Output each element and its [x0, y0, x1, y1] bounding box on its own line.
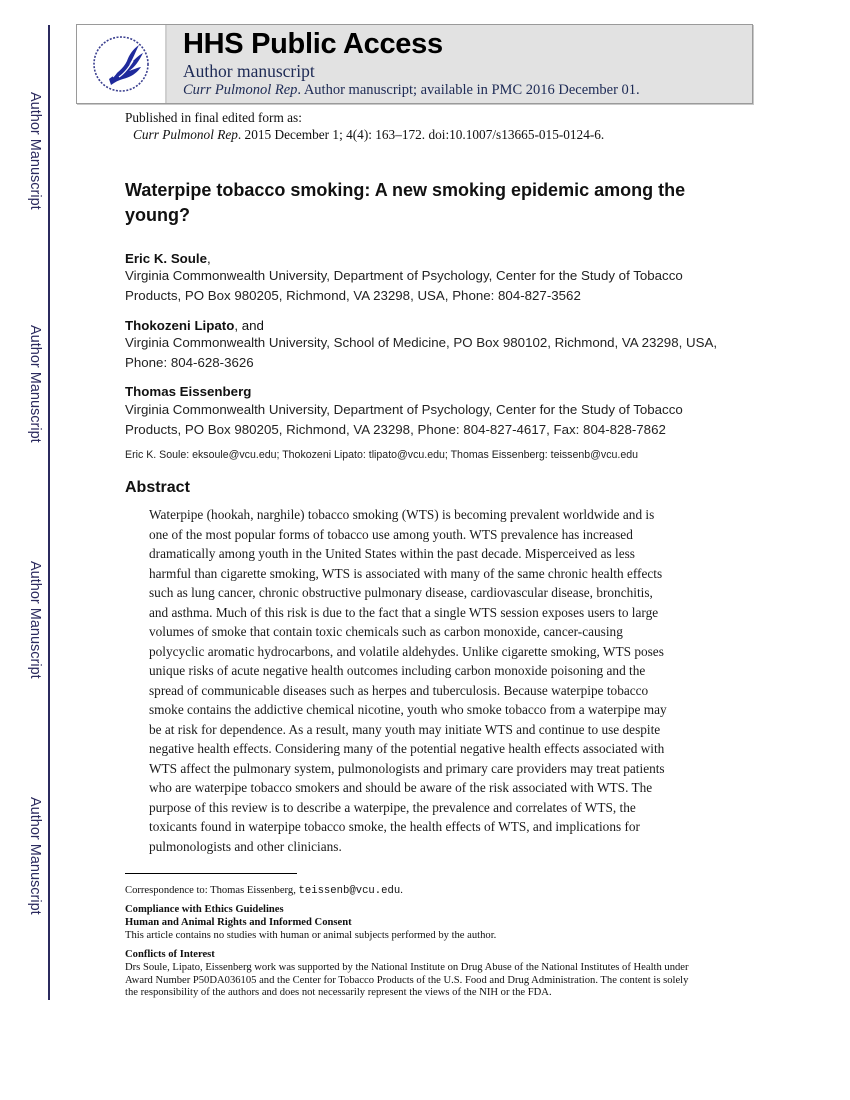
author-name [125, 317, 264, 334]
author-name [125, 383, 251, 400]
banner-title: HHS Public Access [183, 28, 443, 60]
journal-name: Curr Pulmonol Rep [133, 127, 238, 142]
author-name-text: Thomas Eissenberg [125, 384, 252, 399]
abstract-line: spread of communicable diseases such as herpes and tuberculosis. Because waterpipe tobacco [149, 682, 649, 698]
author-suffix: , and [234, 318, 264, 333]
correspondence-text: Correspondence to: Thomas Eissenberg, [125, 885, 299, 896]
abstract-body [149, 505, 694, 856]
author-affiliation: Virginia Commonwealth University, School of Medicine, PO Box 980102, Richmond, VA 23298, USA, Phone: 804-628-3626 [125, 335, 718, 370]
consent-text: This article contains no studies with human or animal subjects performed by the author. [125, 930, 497, 941]
availability-text: . Author manuscript; available in PMC 2016 December 01. [297, 82, 640, 98]
abstract-line: purpose of this review is to describe a waterpipe, the prevalence and correlates of WTS, the [149, 799, 636, 815]
correspondence-suffix: . [400, 885, 403, 896]
abstract-line: pulmonologists and other clinicians. [149, 838, 342, 854]
banner-subtitle: Author manuscript [183, 61, 315, 81]
journal-name: Curr Pulmonol Rep [183, 82, 298, 98]
author-name-text: Eric K. Soule [125, 251, 208, 266]
author-name [125, 250, 211, 267]
citation-text: . 2015 December 1; 4(4): 163–172. doi:10.1007/s13665-015-0124-6. [237, 127, 605, 142]
abstract-line: negative health effects. Considering many of the potential negative health effects associated with [149, 741, 665, 756]
consent-heading [125, 917, 725, 930]
logo-cell [77, 25, 167, 103]
ethics-heading [125, 904, 725, 917]
abstract-line: Waterpipe (hookah, narghile) tobacco smoking (WTS) is becoming prevalent worldwide and is [149, 507, 655, 522]
abstract-line: one of the most popular forms of tobacco use among youth. WTS prevalence has increased [149, 526, 633, 542]
published-intro: Published in final edited form as: [125, 110, 302, 125]
footnote-rule [125, 873, 297, 874]
abstract-line: harmful than cigarette smoking, WTS is associated with many of the same chronic health effects [149, 565, 663, 581]
abstract-line: smoke contains the addictive chemical nicotine, youth who smoke tobacco from a waterpipe may [149, 702, 667, 717]
abstract-line: who are waterpipe tobacco smokers and should be aware of the risk associated with WTS. The [149, 780, 653, 795]
banner-availability [183, 82, 640, 99]
author-suffix: , [207, 251, 211, 266]
author-name-text: Thokozeni Lipato [125, 318, 235, 333]
correspondence-email-link[interactable]: teissenb@vcu.edu [298, 885, 401, 897]
conflicts-line: the responsibility of the authors and does not necessarily represent the views of the NIH or the FDA. [125, 987, 552, 998]
abstract-line: polycyclic aromatic hydrocarbons, and volatile aldehydes. Unlike cigarette smoking, WTS poses [149, 643, 664, 659]
side-label-author-manuscript: Author Manuscript [27, 325, 43, 443]
abstract-line: unique risks of acute negative health outcomes including carbon monoxide poisoning and the [149, 663, 646, 678]
conflicts-text [125, 962, 725, 1000]
hhs-public-access-banner [76, 24, 753, 104]
abstract-line: volumes of smoke that contain toxic chemicals such as carbon monoxide, cancer-causing [149, 624, 623, 639]
conflicts-heading [125, 949, 725, 962]
consent-heading-text: Human and Animal Rights and Informed Consent [125, 917, 352, 928]
publication-citation [133, 126, 604, 143]
abstract-line: WTS affect the pulmonary system, pulmonologists and primary care providers may treat patients [149, 760, 665, 776]
article-title: Waterpipe tobacco smoking: A new smoking epidemic among the young? [125, 180, 686, 225]
abstract-heading: Abstract [125, 479, 190, 496]
conflicts-line: Award Number P50DA036105 and the Center for Tobacco Products of the U.S. Food and Drug Administration. The content is solely [125, 974, 689, 986]
side-label-author-manuscript: Author Manuscript [27, 92, 43, 210]
side-rule [48, 25, 50, 1000]
author-emails: Eric K. Soule: eksoule@vcu.edu; Thokozeni Lipato: tlipato@vcu.edu; Thomas Eissenberg: teissenb@vcu.edu [125, 449, 638, 461]
abstract-line: and asthma. Much of this risk is due to the fact that a single WTS session exposes users to large [149, 604, 659, 620]
side-label-author-manuscript: Author Manuscript [27, 797, 43, 915]
author-affiliation: Virginia Commonwealth University, Department of Psychology, Center for the Study of Tobacco Products, PO Box 980205, Richmond, VA 23298, Phone: 804-827-4617, Fax: 804-828-7862 [125, 402, 683, 437]
conflicts-heading-text: Conflicts of Interest [125, 949, 215, 960]
side-label-author-manuscript: Author Manuscript [27, 561, 43, 679]
ethics-heading-text: Compliance with Ethics Guidelines [125, 904, 284, 915]
abstract-line: such as lung cancer, chronic obstructive pulmonary disease, cardiovascular disease, bronchitis, [149, 585, 653, 600]
conflicts-line: Drs Soule, Lipato, Eissenberg work was supported by the National Institute on Drug Abuse of the National Institutes of Health under [125, 962, 689, 973]
abstract-line: dramatically among youth in the United States within the past decade. Misperceived as less [149, 546, 635, 561]
correspondence-note [125, 885, 725, 898]
abstract-line: toxicants found in waterpipe tobacco smoke, the health effects of WTS, and implications for [149, 819, 640, 834]
author-affiliation: Virginia Commonwealth University, Department of Psychology, Center for the Study of Tobacco Products, PO Box 980205, Richmond, VA 23298, USA, Phone: 804-827-3562 [125, 268, 683, 303]
abstract-line: be at risk for dependence. As a result, many youth may initiate WTS and continue to use despite [149, 721, 661, 737]
hhs-eagle-logo-icon [89, 33, 153, 95]
